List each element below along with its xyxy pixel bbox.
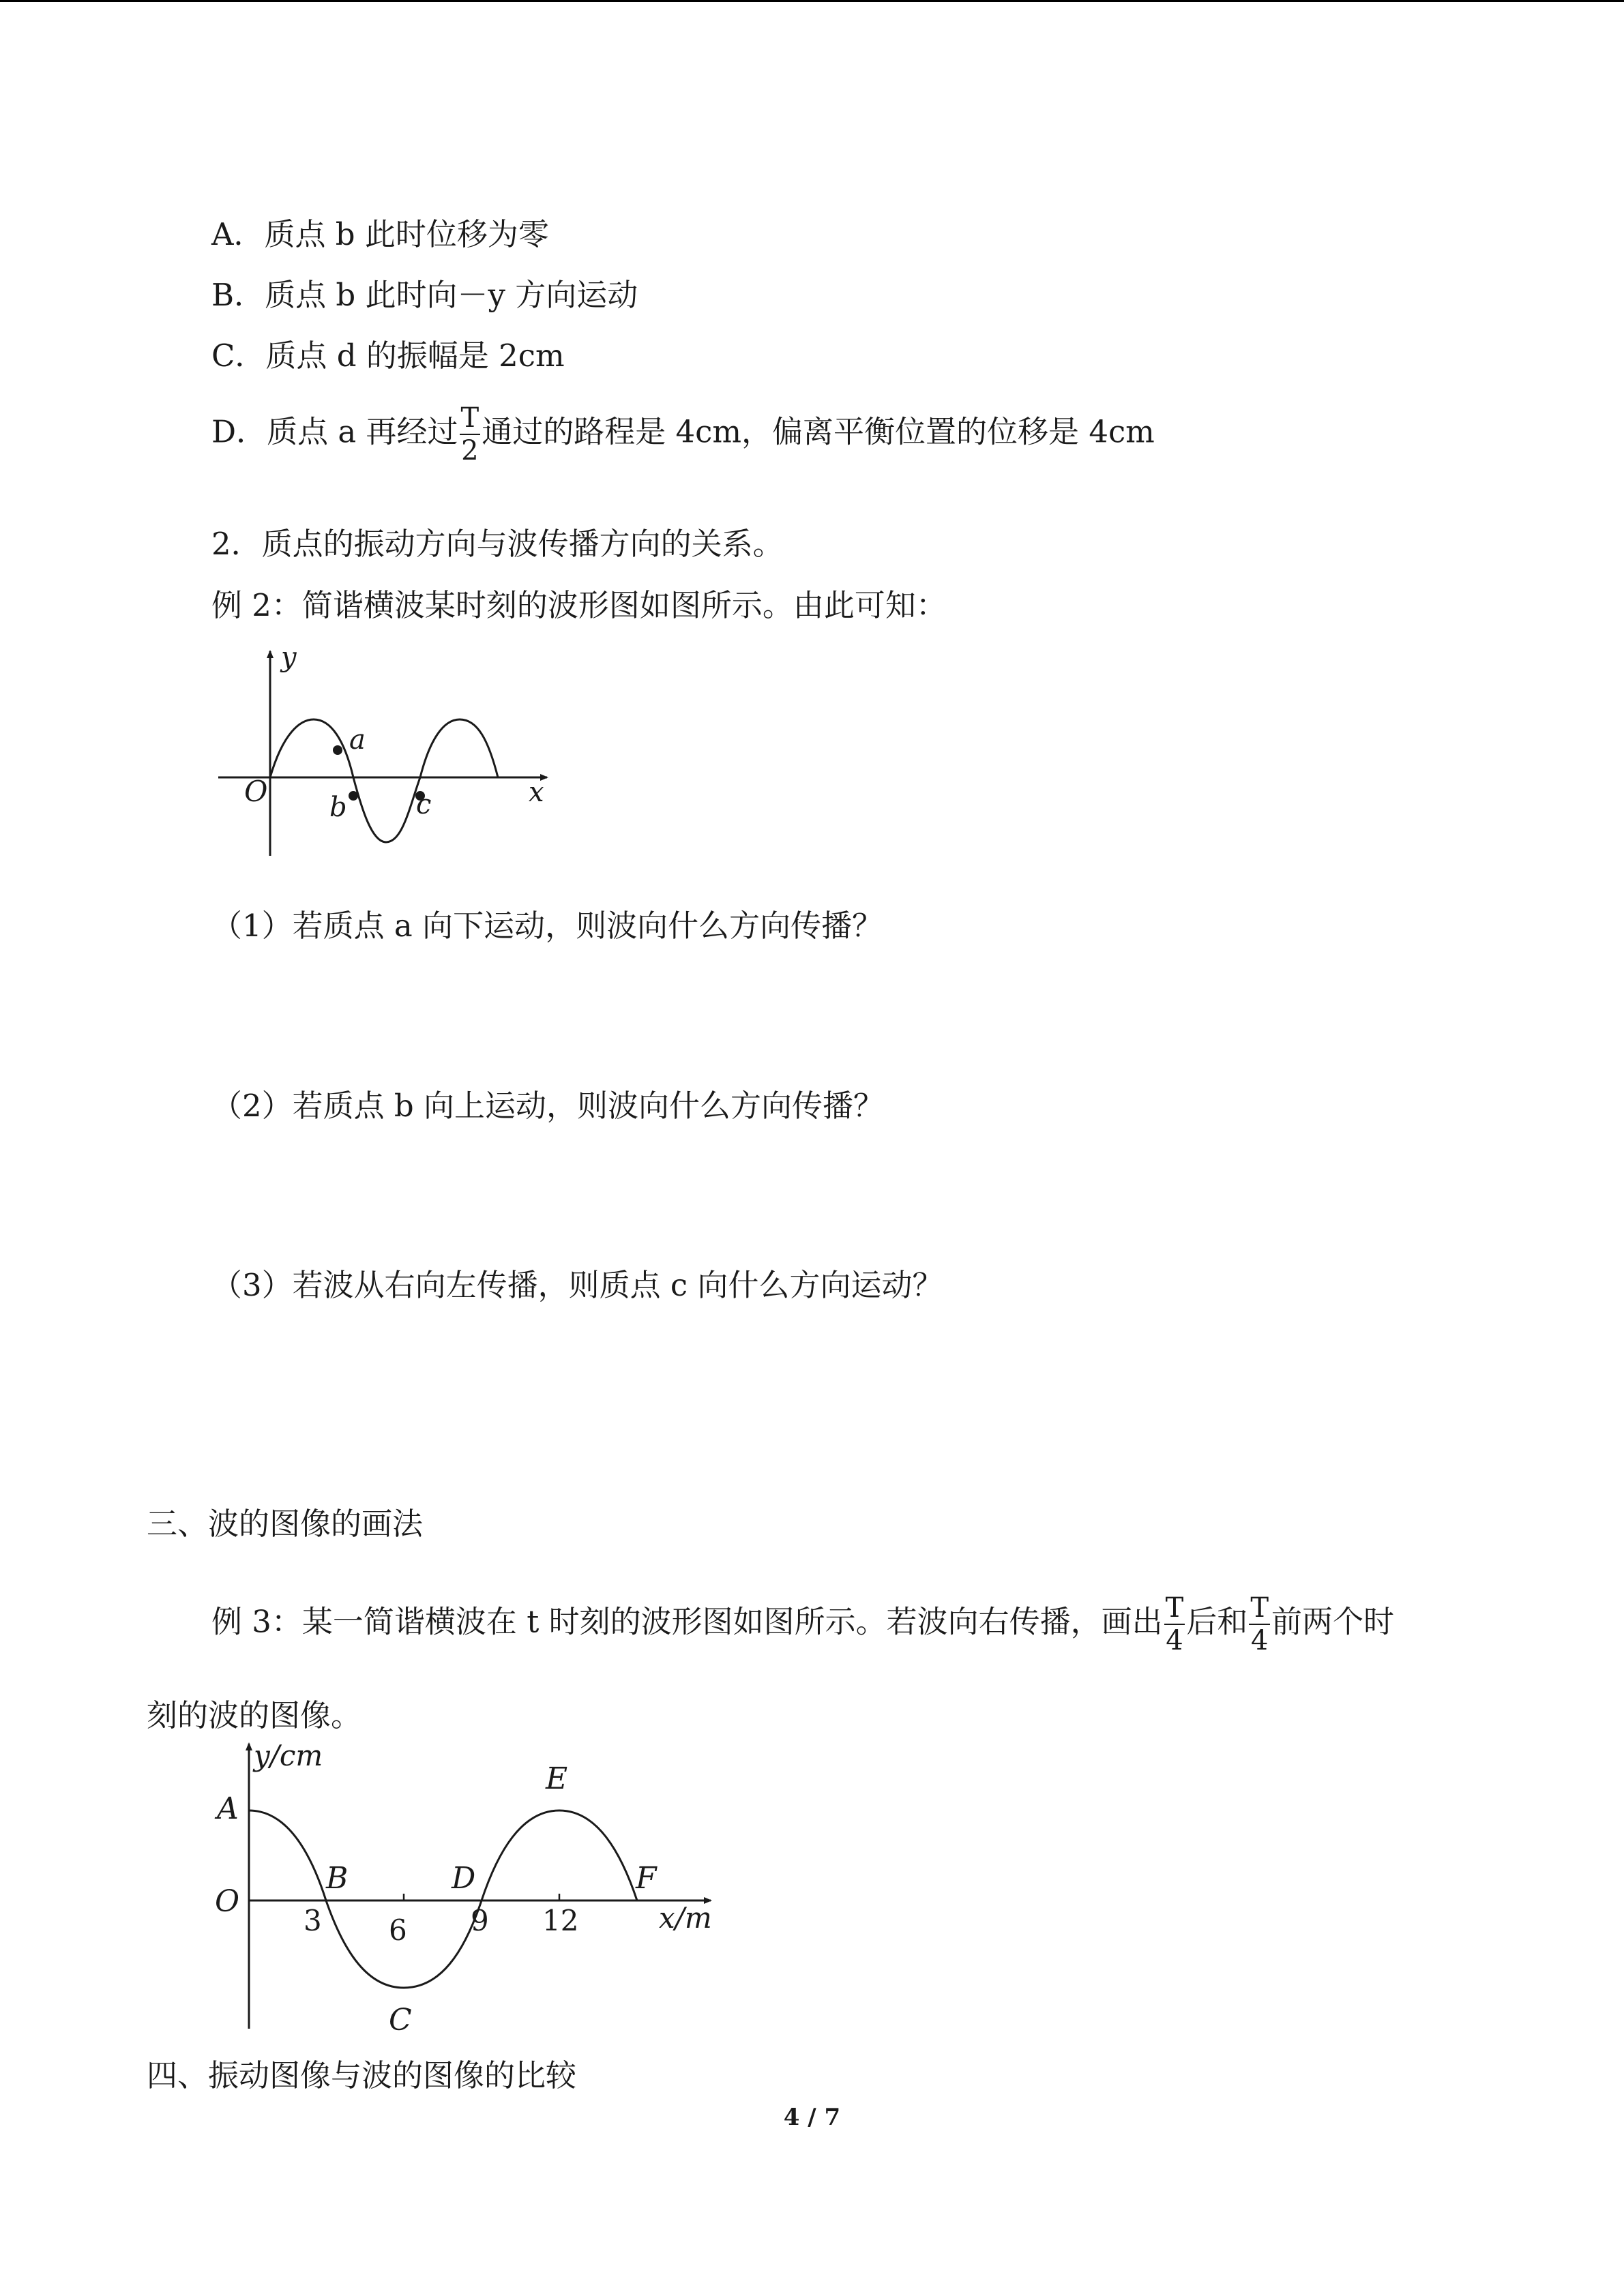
- point-b-dot: [349, 791, 358, 801]
- figure-2-svg: [198, 1735, 737, 2042]
- example-3-text: [211, 1592, 1394, 1656]
- fraction-numerator: T: [460, 402, 479, 434]
- fraction-t-over-4-first: [1164, 1592, 1185, 1656]
- fraction-denominator: 4: [1250, 1625, 1269, 1656]
- point-B-label: B: [326, 1861, 349, 1896]
- wave-curve: [270, 719, 498, 842]
- figure-1-svg: [205, 638, 559, 863]
- option-d-text-after: 通过的路程是 4cm，偏离平衡位置的位移是 4cm: [482, 413, 1155, 450]
- tick-label-9: 9: [471, 1904, 489, 1937]
- example-3-text-middle: 后和: [1186, 1603, 1248, 1640]
- point-D-label: D: [452, 1861, 476, 1896]
- fraction-numerator: T: [1165, 1592, 1184, 1624]
- y-axis-label: y/cm: [254, 1739, 323, 1772]
- option-c: C．质点 d 的振幅是 2cm: [211, 338, 565, 374]
- x-axis-label: x: [529, 777, 544, 808]
- fraction-denominator: 2: [461, 435, 479, 466]
- point-a-label: a: [349, 724, 366, 756]
- top-border-line: [0, 0, 1624, 2]
- option-b: B．质点 b 此时向－y 方向运动: [211, 277, 638, 313]
- example-3-text-after: 前两个时: [1271, 1603, 1395, 1640]
- section-3-heading: 三、波的图像的画法: [147, 1506, 424, 1542]
- example-2-text: 例 2：简谐横波某时刻的波形图如图所示。由此可知：: [211, 587, 947, 623]
- option-a: A．质点 b 此时位移为零: [211, 216, 549, 252]
- option-d-text-before: D．质点 a 再经过: [211, 413, 458, 450]
- origin-label: O: [215, 1884, 240, 1919]
- point-c-label: c: [416, 789, 432, 820]
- x-axis-label: x/m: [659, 1901, 712, 1935]
- section-4-heading: 四、振动图像与波的图像的比较: [147, 2057, 577, 2093]
- fraction-t-over-4-second: [1249, 1592, 1270, 1656]
- tick-label-12: 12: [542, 1904, 579, 1937]
- option-d: [211, 402, 1155, 466]
- example-3-text-before: 例 3：某一简谐横波在 t 时刻的波形图如图所示。若波向右传播，画出: [211, 1603, 1163, 1640]
- fraction-denominator: 4: [1166, 1625, 1183, 1656]
- point-A-label: A: [217, 1791, 239, 1826]
- point-a-dot: [333, 745, 342, 755]
- question-2: （2）若质点 b 向上运动，则波向什么方向传播？: [211, 1088, 885, 1124]
- fraction-t-over-2: [460, 402, 481, 466]
- figure-1-waveform: [205, 638, 559, 863]
- example-3-continuation: 刻的波的图像。: [147, 1697, 362, 1733]
- question-1: （1）若质点 a 向下运动，则波向什么方向传播？: [211, 908, 883, 944]
- point-E-label: E: [546, 1761, 568, 1796]
- point-F-label: F: [636, 1861, 657, 1896]
- section-2-heading: 2．质点的振动方向与波传播方向的关系。: [211, 526, 784, 562]
- point-b-label: b: [329, 792, 347, 823]
- wave-curve: [249, 1810, 637, 1988]
- page-number: 4 / 7: [783, 2104, 841, 2131]
- tick-label-6: 6: [389, 1913, 407, 1947]
- origin-label: O: [244, 775, 268, 808]
- y-axis-label: y: [281, 642, 297, 673]
- question-3: （3）若波从右向左传播，则质点 c 向什么方向运动？: [211, 1267, 943, 1303]
- point-C-label: C: [389, 2003, 412, 2038]
- figure-2-waveform: [198, 1735, 737, 2042]
- tick-label-3: 3: [304, 1904, 322, 1937]
- fraction-numerator: T: [1250, 1592, 1269, 1624]
